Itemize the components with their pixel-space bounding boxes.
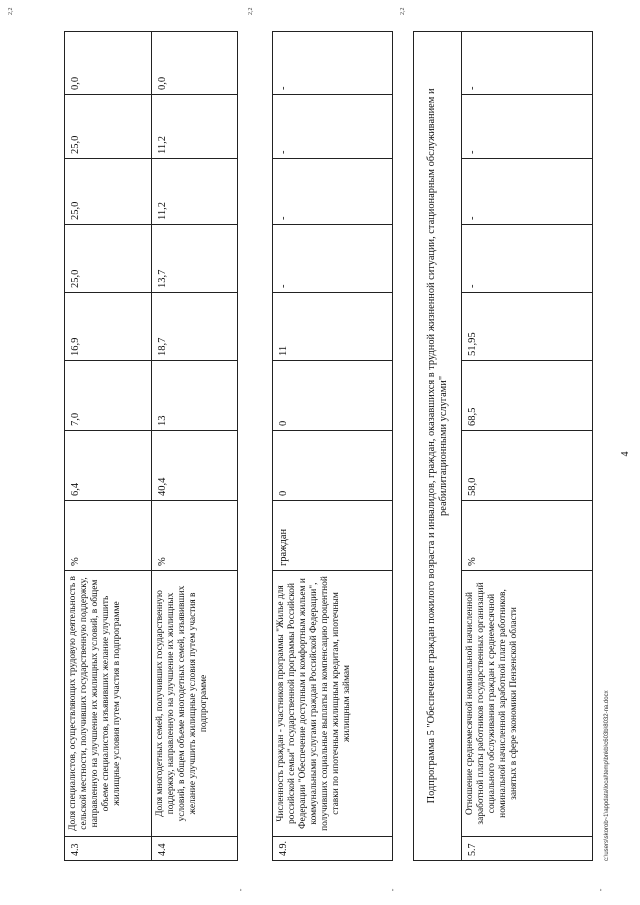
value-cell: 7,0 [65,361,152,431]
footer-file-path: c:\users\skorob~1\appdata\local\temp\bnkb\c603b\8032-na.docx [604,690,610,861]
value-cell: 11,2 [151,159,238,225]
indicator-table [413,31,593,861]
indicator-text: Доля специалистов, осуществляющих трудовую деятельность в сельской местности, получивших государственную поддержку, направленную на улучшение их жилищных условий, в общем объеме специалистов, изъявивших желание улучшить жилищные условия путем участия в подпрограмме [65,571,152,837]
value-cell: 68,5 [462,361,593,431]
value-cell: 13,7 [151,225,238,293]
value-cell: 0,0 [151,32,238,95]
corner-mark: 2,2 [248,7,254,15]
table-row [462,31,593,860]
value-cell: 16,9 [65,293,152,361]
value-cell: 11,2 [151,95,238,159]
indicator-text: Численность граждан - участников программы "Жилье для российской семьи" государственной программы Российской Федерации "Обеспечение доступным и комфортным жильем и коммунальными услугами граждан Российской Федерации", получивших социальные выплаты на компенсацию процентной ставки по ипотечным жилищным кредитам, ипотечным жилищным займам [273,571,393,837]
subprogram-5-section [413,32,593,861]
quote-mark: " [600,888,606,891]
row-number: 5.7 [462,837,593,861]
subprogram-heading: Подпрограмма 5 "Обеспечение граждан пожилого возраста и инвалидов, граждан, оказавшихся в трудной жизненной ситуации, стационарным обслуживанием и реабилитационными услугами" [414,31,462,860]
value-cell: - [273,225,393,293]
corner-mark: 2,2 [400,7,406,15]
unit-cell: граждан [273,501,393,571]
subprogram-heading-row [414,31,462,860]
table-row [65,32,152,861]
value-cell: 18,7 [151,293,238,361]
value-cell: 25,0 [65,159,152,225]
row-number: 4.3 [65,837,152,861]
indicator-text: Отношение среднемесячной номинальной начисленной заработной платы работников государственных организаций социального обслуживания граждан к среднемесячной номинальной начисленной заработной плате работников, занятых в сфере экономики Пензенской области [462,571,593,837]
value-cell: - [273,95,393,159]
value-cell: 25,0 [65,225,152,293]
row-number: 4.4 [151,837,238,861]
value-cell: 25,0 [65,95,152,159]
row-number: 4.9. [273,837,393,861]
page-number: 4 [620,451,631,457]
indicator-table-section-4b [272,32,393,861]
value-cell: 0 [273,361,393,431]
quote-mark: " [240,888,246,891]
value-cell: 0 [273,431,393,501]
value-cell: 51,95 [462,293,593,361]
unit-cell: % [65,501,152,571]
value-cell: 40,4 [151,431,238,501]
indicator-text: Доля многодетных семей, получивших государственную поддержку, направленную на улучшение их жилищных условий, в общем объеме многодетных семей, изъявивших желание улучшить жилищные условия путем участия в подпрограмме [151,571,238,837]
value-cell: - [462,95,593,159]
value-cell: - [462,159,593,225]
indicator-table [272,31,393,861]
table-row [151,32,238,861]
value-cell: 11 [273,293,393,361]
value-cell: - [273,159,393,225]
value-cell: 58,0 [462,431,593,501]
value-cell: - [462,225,593,293]
unit-cell: % [462,501,593,571]
unit-cell: % [151,501,238,571]
value-cell: 6,4 [65,431,152,501]
quote-mark: " [392,888,398,891]
corner-mark: 2,2 [8,7,14,15]
value-cell: 0,0 [65,32,152,95]
value-cell: - [273,32,393,95]
value-cell: - [462,31,593,94]
table-row [273,32,393,861]
indicator-table [64,31,238,861]
value-cell: 13 [151,361,238,431]
indicator-table-section-4a [64,32,238,861]
